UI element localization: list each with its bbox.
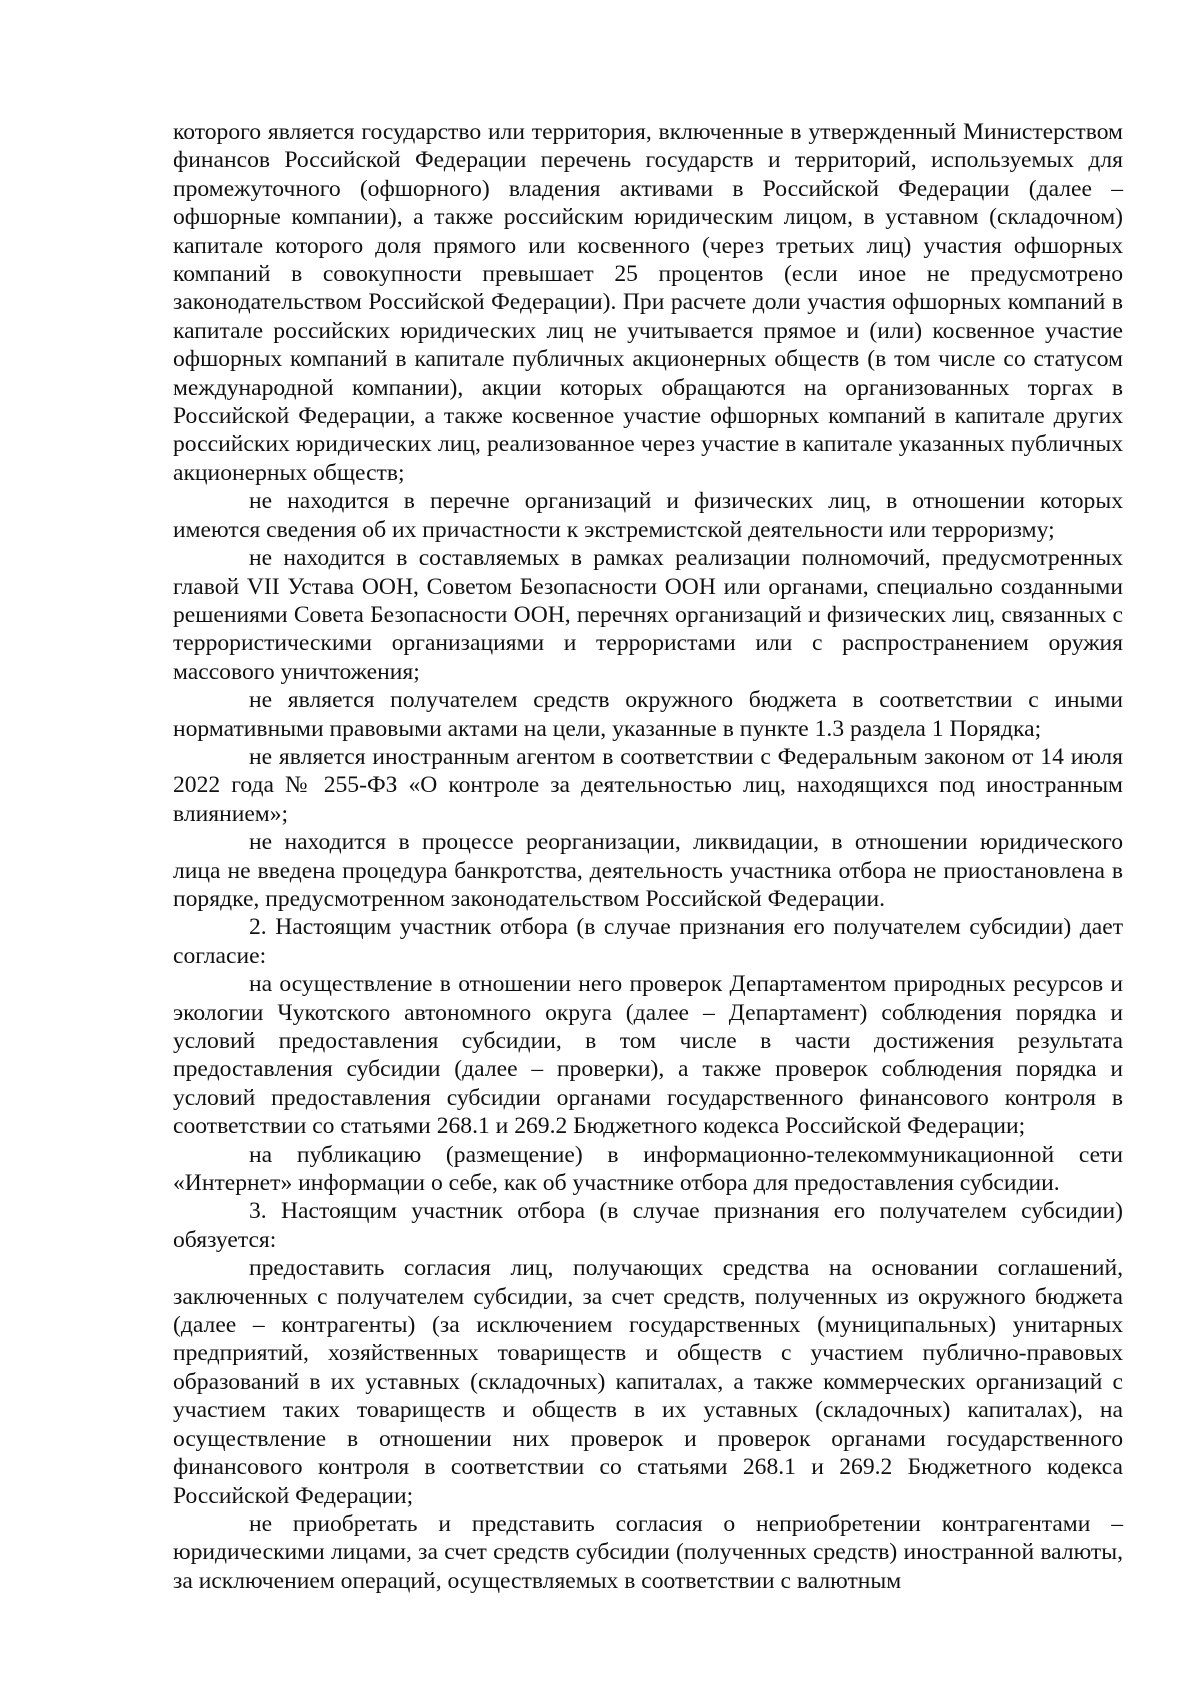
paragraph-obligations-heading: 3. Настоящим участник отбора (в случае признания его получателем субсидии) обязуется: <box>173 1198 1123 1253</box>
paragraph-consent-inspections: на осуществление в отношении него проверок Департаментом природных ресурсов и экологии Чукотского автономного округа (далее – Департамент) соблюдения порядка и условий предоставления субсидии, в том числе в части достижения результата предоставления субсидии (далее – проверки), а также проверок соблюдения порядка и условий предоставления субсидии органами государственного финансового контроля в соответствии со статьями 268.1 и 269.2 Бюджетного кодекса Российской Федерации; <box>173 971 1123 1140</box>
paragraph-obligation-currency: не приобретать и представить согласия о неприобретении контрагентами – юридическими лицами, за счет средств субсидии (полученных средств) иностранной валюты, за исключением операций, осуществляемых в соответствии с валютным <box>173 1510 1123 1594</box>
paragraph-foreign-agent: не является иностранным агентом в соответствии с Федеральным законом от 14 июля 2022 года № 255-ФЗ «О контроле за деятельностью лиц, находящихся под иностранным влиянием»; <box>173 743 1123 827</box>
paragraph-consent-heading: 2. Настоящим участник отбора (в случае признания его получателем субсидии) дает согласие: <box>173 914 1123 969</box>
paragraph-extremism-list: не находится в перечне организаций и физических лиц, в отношении которых имеются сведения об их причастности к экстремистской деятельности или терроризму; <box>173 488 1123 543</box>
paragraph-reorganization: не находится в процессе реорганизации, ликвидации, в отношении юридического лица не введена процедура банкротства, деятельность участника отбора не приостановлена в порядке, предусмотренном законодательством Российской Федерации. <box>173 829 1123 912</box>
document-body <box>173 118 1123 1595</box>
paragraph-consent-publication: на публикацию (размещение) в информационно-телекоммуникационной сети «Интернет» информации о себе, как об участнике отбора для предоставления субсидии. <box>173 1141 1123 1197</box>
paragraph-un-sanctions: не находится в составляемых в рамках реализации полномочий, предусмотренных главой VII Устава ООН, Советом Безопасности ООН или органами, специально созданными решениями Совета Безопасности ООН, перечнях организаций и физических лиц, связанных с террористическими организациями и террористами или с распространением оружия массового уничтожения; <box>173 545 1123 685</box>
paragraph-offshore-companies: которого является государство или территория, включенные в утвержденный Министерством финансов Российской Федерации перечень государств и территорий, используемых для промежуточного (офшорного) владения активами в Российской Федерации (далее – офшорные компании), а также российским юридическим лицом, в уставном (складочном) капитале которого доля прямого или косвенного (через третьих лиц) участия офшорных компаний в совокупности превышает 25 процентов (если иное не предусмотрено законодательством Российской Федерации). При расчете доли участия офшорных компаний в капитале российских юридических лиц не учитывается прямое и (или) косвенное участие офшорных компаний в капитале публичных акционерных обществ (в том числе со статусом международной компании), акции которых обращаются на организованных торгах в Российской Федерации, а также косвенное участие офшорных компаний в капитале других российских юридических лиц, реализованное через участие в капитале указанных публичных акционерных обществ; <box>173 119 1123 486</box>
paragraph-obligation-consents: предоставить согласия лиц, получающих средства на основании соглашений, заключенных с получателем субсидии, за счет средств, полученных из окружного бюджета (далее – контрагенты) (за исключением государственных (муниципальных) унитарных предприятий, хозяйственных товариществ и обществ с участием публично-правовых образований в их уставных (складочных) капиталах, а также коммерческих организаций с участием таких товариществ и обществ в их уставных (складочных) капиталах), на осуществление в отношении них проверок и проверок органами государственного финансового контроля в соответствии со статьями 268.1 и 269.2 Бюджетного кодекса Российской Федерации; <box>173 1255 1123 1509</box>
paragraph-budget-funds: не является получателем средств окружного бюджета в соответствии с иными нормативными правовыми актами на цели, указанные в пункте 1.3 раздела 1 Порядка; <box>173 687 1123 742</box>
